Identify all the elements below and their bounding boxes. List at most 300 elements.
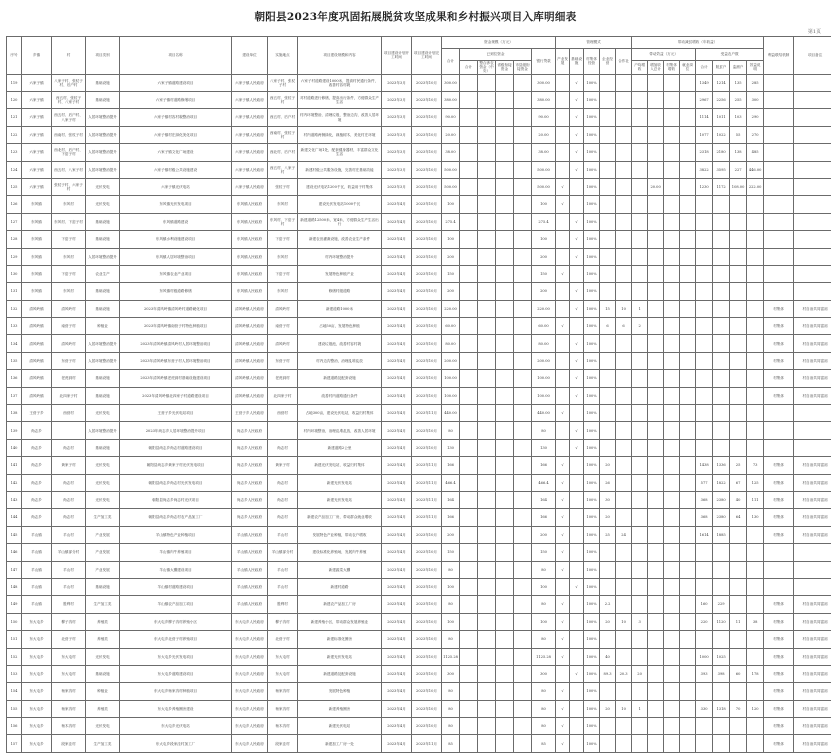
row-jobs [680, 457, 696, 474]
row-hh-poor [713, 683, 730, 700]
row-collective: 100% [584, 700, 600, 717]
row-prod: √ [556, 474, 570, 491]
row-total: 200 [442, 283, 460, 300]
row-income-total [648, 718, 664, 735]
row-fund-central [478, 474, 496, 491]
row-fund-province [496, 196, 514, 213]
row-unit: 尚志乡人民政府 [232, 422, 268, 439]
row-type: 基础设施 [86, 213, 120, 230]
row-total: 150 [442, 265, 460, 282]
row-jobs [680, 491, 696, 508]
row-village: 老虎洞村 [52, 370, 86, 387]
table-row [7, 335, 831, 352]
row-fund-subtotal [460, 213, 478, 230]
row-fund-bank: 80 [532, 422, 556, 439]
row-unit: 清风岭镇人民政府 [232, 352, 268, 369]
row-collective-income [664, 405, 680, 422]
row-fund-city [514, 318, 532, 335]
row-income-total [648, 491, 664, 508]
row-hh-monitor [730, 196, 747, 213]
table-row [7, 596, 831, 613]
row-cooperative [616, 439, 632, 456]
row-village: 东风村、下窑子村 [52, 213, 86, 230]
row-place: 西营村 [268, 405, 298, 422]
row-collective-income [664, 248, 680, 265]
row-enterprise: 26 [600, 474, 616, 491]
row-jobs [680, 735, 696, 752]
row-hh-total [696, 544, 713, 561]
header-start: 项目建设计划开工时间 [382, 37, 412, 75]
row-town: 东大屯乡 [22, 700, 52, 717]
row-benefit-note: 73 [747, 457, 764, 474]
row-avg-income [632, 457, 648, 474]
row-fund-subtotal [460, 735, 478, 752]
table-row [7, 631, 831, 648]
row-village: 西五村、后户村、八家子村 [52, 109, 86, 126]
row-collective-income [664, 578, 680, 595]
row-jobs [680, 178, 696, 195]
row-start: 2023年4月 [382, 491, 412, 508]
row-benefit-note [747, 248, 764, 265]
row-prod: √ [556, 318, 570, 335]
row-hh-monitor [730, 526, 747, 543]
row-note [794, 561, 831, 578]
row-fund-subtotal [460, 92, 478, 109]
row-unit: 六家子镇人民政府 [232, 74, 268, 91]
row-jobs [680, 265, 696, 282]
row-end: 2023年10月 [412, 109, 442, 126]
row-mechanism: 村集体 [764, 718, 794, 735]
row-start: 2023年4月 [382, 457, 412, 474]
row-collective-income [664, 213, 680, 230]
row-jobs [680, 300, 696, 317]
row-mechanism: 村集体 [764, 596, 794, 613]
row-hh-poor [713, 265, 730, 282]
row-type: 光伏发电 [86, 648, 120, 665]
header-bank: 银行贷款 [532, 49, 556, 75]
row-hh-monitor: 135 [730, 74, 747, 91]
row-fund-central [478, 318, 496, 335]
row-hh-poor [713, 735, 730, 752]
row-hh-poor: 1214 [713, 74, 730, 91]
row-fund-bank: 500.00 [532, 178, 556, 195]
row-type: 光伏发电 [86, 718, 120, 735]
row-type: 种植业 [86, 318, 120, 335]
row-content: 建设光伏发电站1000千瓦 [298, 196, 382, 213]
row-collective: 100% [584, 283, 600, 300]
row-fund-province [496, 457, 514, 474]
row-prod [556, 439, 570, 456]
row-hh-monitor [730, 387, 747, 404]
row-start: 2023年4月 [382, 422, 412, 439]
row-enterprise [600, 439, 616, 456]
row-town: 东风镇 [22, 231, 52, 248]
row-project-name: 2023年清风岭镇清风岭村人居环境整治项目 [120, 335, 232, 352]
row-avg-income [632, 144, 648, 161]
row-note [794, 74, 831, 91]
row-hh-poor [713, 196, 730, 213]
row-fund-city [514, 718, 532, 735]
row-cooperative [616, 178, 632, 195]
row-seq: 133 [7, 318, 22, 335]
row-project-name: 六家子镇村级公共设施建设 [120, 161, 232, 178]
row-hh-monitor [730, 318, 747, 335]
row-seq: 144 [7, 509, 22, 526]
row-type: 种植业 [86, 683, 120, 700]
row-town: 东风镇 [22, 265, 52, 282]
row-fund-central [478, 92, 496, 109]
row-enterprise [600, 387, 616, 404]
row-content: 新建光伏发电站 [298, 491, 382, 508]
row-end: 2023年10月 [412, 578, 442, 595]
row-unit: 清风岭镇人民政府 [232, 335, 268, 352]
row-hh-poor [713, 561, 730, 578]
row-fund-city [514, 631, 532, 648]
row-mechanism: 村集体 [764, 352, 794, 369]
row-fund-city [514, 474, 532, 491]
row-place: 北四家子村 [268, 387, 298, 404]
row-fund-city [514, 265, 532, 282]
row-jobs [680, 648, 696, 665]
row-seq: 126 [7, 196, 22, 213]
row-hh-monitor [730, 422, 747, 439]
row-content: 新建道路2公里 [298, 439, 382, 456]
row-hh-total [696, 196, 713, 213]
row-place: 羊山村 [268, 526, 298, 543]
row-income-total [648, 596, 664, 613]
row-fund-city [514, 248, 532, 265]
row-place: 羊山村 [268, 578, 298, 595]
table-row [7, 370, 831, 387]
row-fund-city [514, 613, 532, 630]
row-infra [570, 631, 584, 648]
row-type: 人居环境整治提升 [86, 248, 120, 265]
row-start: 2023年3月 [382, 109, 412, 126]
row-start: 2023年4月 [382, 648, 412, 665]
row-place: 东大屯村 [268, 648, 298, 665]
row-collective: 100% [584, 718, 600, 735]
row-prod: √ [556, 596, 570, 613]
row-fund-province [496, 561, 514, 578]
row-hh-poor [713, 335, 730, 352]
row-avg-income [632, 161, 648, 178]
row-project-name: 六家子镇村庄绿化美化项目 [120, 126, 232, 143]
row-unit: 尚志乡人民政府 [232, 474, 268, 491]
row-collective: 100% [584, 300, 600, 317]
row-unit: 东大屯乡人民政府 [232, 631, 268, 648]
row-collective-income [664, 126, 680, 143]
row-prod [556, 144, 570, 161]
row-fund-province [496, 439, 514, 456]
row-place: 老虎洞村 [268, 370, 298, 387]
row-avg-income [632, 283, 648, 300]
row-place: 清风岭村 [268, 335, 298, 352]
row-benefit-note [747, 265, 764, 282]
row-project-name: 六家子镇文化广场建设 [120, 144, 232, 161]
row-village: 北营子村 [52, 631, 86, 648]
row-start: 2023年3月 [382, 126, 412, 143]
row-town: 东大屯乡 [22, 648, 52, 665]
row-cooperative: 6 [616, 318, 632, 335]
row-prod [556, 665, 570, 682]
row-note: 村自治共同富裕 [794, 474, 831, 491]
header-hh-monitor: 监测户 [730, 61, 747, 75]
row-fund-province [496, 300, 514, 317]
table-row [7, 683, 831, 700]
row-hh-monitor [730, 370, 747, 387]
row-enterprise [600, 352, 616, 369]
row-total: 80 [442, 561, 460, 578]
row-content: 新建光伏电站 [298, 718, 382, 735]
row-mechanism: 村集体 [764, 648, 794, 665]
row-income-total [648, 196, 664, 213]
row-cooperative: 10 [616, 300, 632, 317]
row-place [268, 422, 298, 439]
row-mechanism [764, 544, 794, 561]
row-fund-province [496, 665, 514, 682]
row-seq: 130 [7, 265, 22, 282]
row-fund-province [496, 405, 514, 422]
row-collective: 100% [584, 196, 600, 213]
row-collective-income [664, 370, 680, 387]
row-project-name: 羊山镇农产品加工项目 [120, 596, 232, 613]
row-fund-subtotal [460, 109, 478, 126]
row-income-total [648, 631, 664, 648]
row-fund-central [478, 300, 496, 317]
row-fund-city [514, 352, 532, 369]
row-fund-bank: 100 [532, 231, 556, 248]
row-income-total [648, 544, 664, 561]
row-fund-city [514, 509, 532, 526]
row-unit: 羊山镇人民政府 [232, 596, 268, 613]
row-hh-total [696, 335, 713, 352]
row-cooperative [616, 561, 632, 578]
row-end: 2023年10月 [412, 248, 442, 265]
row-enterprise [600, 161, 616, 178]
row-village: 清风岭村 [52, 300, 86, 317]
row-hh-poor [713, 213, 730, 230]
row-place: 杨木沟村 [268, 718, 298, 735]
row-end: 2023年10月 [412, 300, 442, 317]
row-fund-bank: 166 [532, 509, 556, 526]
row-type: 基础设施 [86, 578, 120, 595]
row-seq: 147 [7, 561, 22, 578]
row-seq: 139 [7, 422, 22, 439]
row-type: 产业发展 [86, 526, 120, 543]
row-fund-bank: 20.00 [532, 126, 556, 143]
row-avg-income [632, 474, 648, 491]
row-end: 2023年10月 [412, 161, 442, 178]
row-collective: 100% [584, 387, 600, 404]
row-town: 六家子镇 [22, 92, 52, 109]
row-total: 100 [442, 196, 460, 213]
header-unit: 建设单位 [232, 37, 268, 75]
row-end: 2023年10月 [412, 335, 442, 352]
row-note [794, 126, 831, 143]
row-mechanism: 村集体 [764, 491, 794, 508]
row-hh-poor [713, 439, 730, 456]
row-project-name: 王营子乡光伏电站项目 [120, 405, 232, 422]
row-mechanism: 村集体 [764, 300, 794, 317]
row-place: 下窑子村 [268, 265, 298, 282]
row-content: 新建农产品加工厂房 [298, 596, 382, 613]
row-unit: 尚志乡人民政府 [232, 439, 268, 456]
row-fund-bank: 380.00 [532, 92, 556, 109]
row-avg-income [632, 74, 648, 91]
row-avg-income [632, 196, 648, 213]
table-row [7, 509, 831, 526]
row-hh-monitor [730, 648, 747, 665]
row-avg-income [632, 109, 648, 126]
row-fund-bank: 80 [532, 596, 556, 613]
row-type: 人居环境整治提升 [86, 422, 120, 439]
row-unit: 王营子乡人民政府 [232, 405, 268, 422]
row-fund-central [478, 213, 496, 230]
row-cooperative [616, 422, 632, 439]
row-hh-total [696, 439, 713, 456]
row-hh-total: 1614 [696, 526, 713, 543]
row-fund-bank: 300.00 [532, 74, 556, 91]
row-jobs [680, 318, 696, 335]
table-row [7, 526, 831, 543]
row-prod: √ [556, 613, 570, 630]
row-end: 2023年10月 [412, 422, 442, 439]
row-enterprise [600, 92, 616, 109]
row-project-name: 六家子镇道路建设项目 [120, 74, 232, 91]
row-cooperative [616, 231, 632, 248]
row-fund-subtotal [460, 683, 478, 700]
row-content: 对村道路进行修缮，提高出行条件，方便群众生产生活 [298, 92, 382, 109]
row-income-total [648, 561, 664, 578]
row-jobs [680, 352, 696, 369]
row-town: 尚志乡 [22, 457, 52, 474]
row-fund-central [478, 335, 496, 352]
row-collective: 100% [584, 161, 600, 178]
row-hh-total [696, 213, 713, 230]
table-row [7, 318, 831, 335]
row-total: 80.00 [442, 335, 460, 352]
row-infra [570, 526, 584, 543]
row-place: 杨家沟村 [268, 683, 298, 700]
row-seq: 134 [7, 335, 22, 352]
row-start: 2023年4月 [382, 474, 412, 491]
row-seq: 145 [7, 526, 22, 543]
row-total: 38.00 [442, 144, 460, 161]
row-jobs [680, 596, 696, 613]
row-enterprise [600, 109, 616, 126]
row-unit: 东风镇人民政府 [232, 213, 268, 230]
row-fund-subtotal [460, 318, 478, 335]
row-type: 光伏发电 [86, 474, 120, 491]
row-infra: √ [570, 300, 584, 317]
row-prod: √ [556, 648, 570, 665]
row-jobs [680, 665, 696, 682]
row-project-name: 2023年清风岭镇老虎洞村基础设施建设项目 [120, 370, 232, 387]
table-row [7, 439, 831, 456]
row-hh-total: 1077 [696, 126, 713, 143]
row-benefit-note [747, 578, 764, 595]
row-income-total [648, 74, 664, 91]
row-income-total [648, 109, 664, 126]
row-type: 基础设施 [86, 665, 120, 682]
row-prod [556, 283, 570, 300]
row-fund-subtotal [460, 474, 478, 491]
row-end: 2023年10月 [412, 561, 442, 578]
row-cooperative: 10 [616, 700, 632, 717]
row-avg-income [632, 735, 648, 752]
row-hh-poor [713, 283, 730, 300]
row-project-name: 朝阳县尚志乡尚志村光伏发电项目 [120, 474, 232, 491]
table-row [7, 422, 831, 439]
row-start: 2023年4月 [382, 439, 412, 456]
table-row [7, 144, 831, 161]
row-avg-income [632, 335, 648, 352]
row-fund-subtotal [460, 248, 478, 265]
row-village: 羊山镇部分村 [52, 544, 86, 561]
row-prod: √ [556, 718, 570, 735]
row-enterprise [600, 231, 616, 248]
row-place: 东大屯村 [268, 665, 298, 682]
row-seq: 153 [7, 665, 22, 682]
header-place: 实施地点 [268, 37, 298, 75]
row-total: 500.00 [442, 161, 460, 178]
row-content: 发展特色种植产业 [298, 265, 382, 282]
row-start: 2023年4月 [382, 352, 412, 369]
row-start: 2023年4月 [382, 631, 412, 648]
row-infra: √ [570, 283, 584, 300]
row-collective-income [664, 74, 680, 91]
row-hh-poor [713, 300, 730, 317]
row-collective: 100% [584, 265, 600, 282]
row-infra: √ [570, 144, 584, 161]
row-project-name: 东风镇农业产业项目 [120, 265, 232, 282]
row-avg-income [632, 126, 648, 143]
row-end: 2023年10月 [412, 231, 442, 248]
row-total: 500.00 [442, 178, 460, 195]
row-end: 2023年10月 [412, 665, 442, 682]
row-note [794, 248, 831, 265]
row-mechanism: 村集体 [764, 613, 794, 630]
header-benefit-sub: 带动效益（万元） [632, 49, 696, 61]
row-content: 新建光伏发电站 [298, 474, 382, 491]
row-prod [556, 92, 570, 109]
row-collective: 100% [584, 648, 600, 665]
row-project-name: 2023年清风岭镇南营子村特色种植项目 [120, 318, 232, 335]
table-row [7, 700, 831, 717]
row-seq: 138 [7, 405, 22, 422]
row-town: 东大屯乡 [22, 683, 52, 700]
row-fund-central [478, 561, 496, 578]
row-benefit-note: 485 [747, 144, 764, 161]
row-infra [570, 318, 584, 335]
row-seq: 119 [7, 74, 22, 91]
row-fund-bank: 200.00 [532, 352, 556, 369]
row-content: 新建道路及配套设施 [298, 370, 382, 387]
row-fund-subtotal [460, 596, 478, 613]
row-hh-total: 368 [696, 491, 713, 508]
row-income-total [648, 161, 664, 178]
row-hh-poor [713, 422, 730, 439]
row-infra [570, 405, 584, 422]
row-collective-income [664, 491, 680, 508]
row-type: 养殖类 [86, 631, 120, 648]
row-collective-income [664, 422, 680, 439]
row-cooperative [616, 126, 632, 143]
row-total: 80 [442, 596, 460, 613]
row-income-total [648, 265, 664, 282]
row-infra: √ [570, 578, 584, 595]
row-end: 2023年10月 [412, 318, 442, 335]
